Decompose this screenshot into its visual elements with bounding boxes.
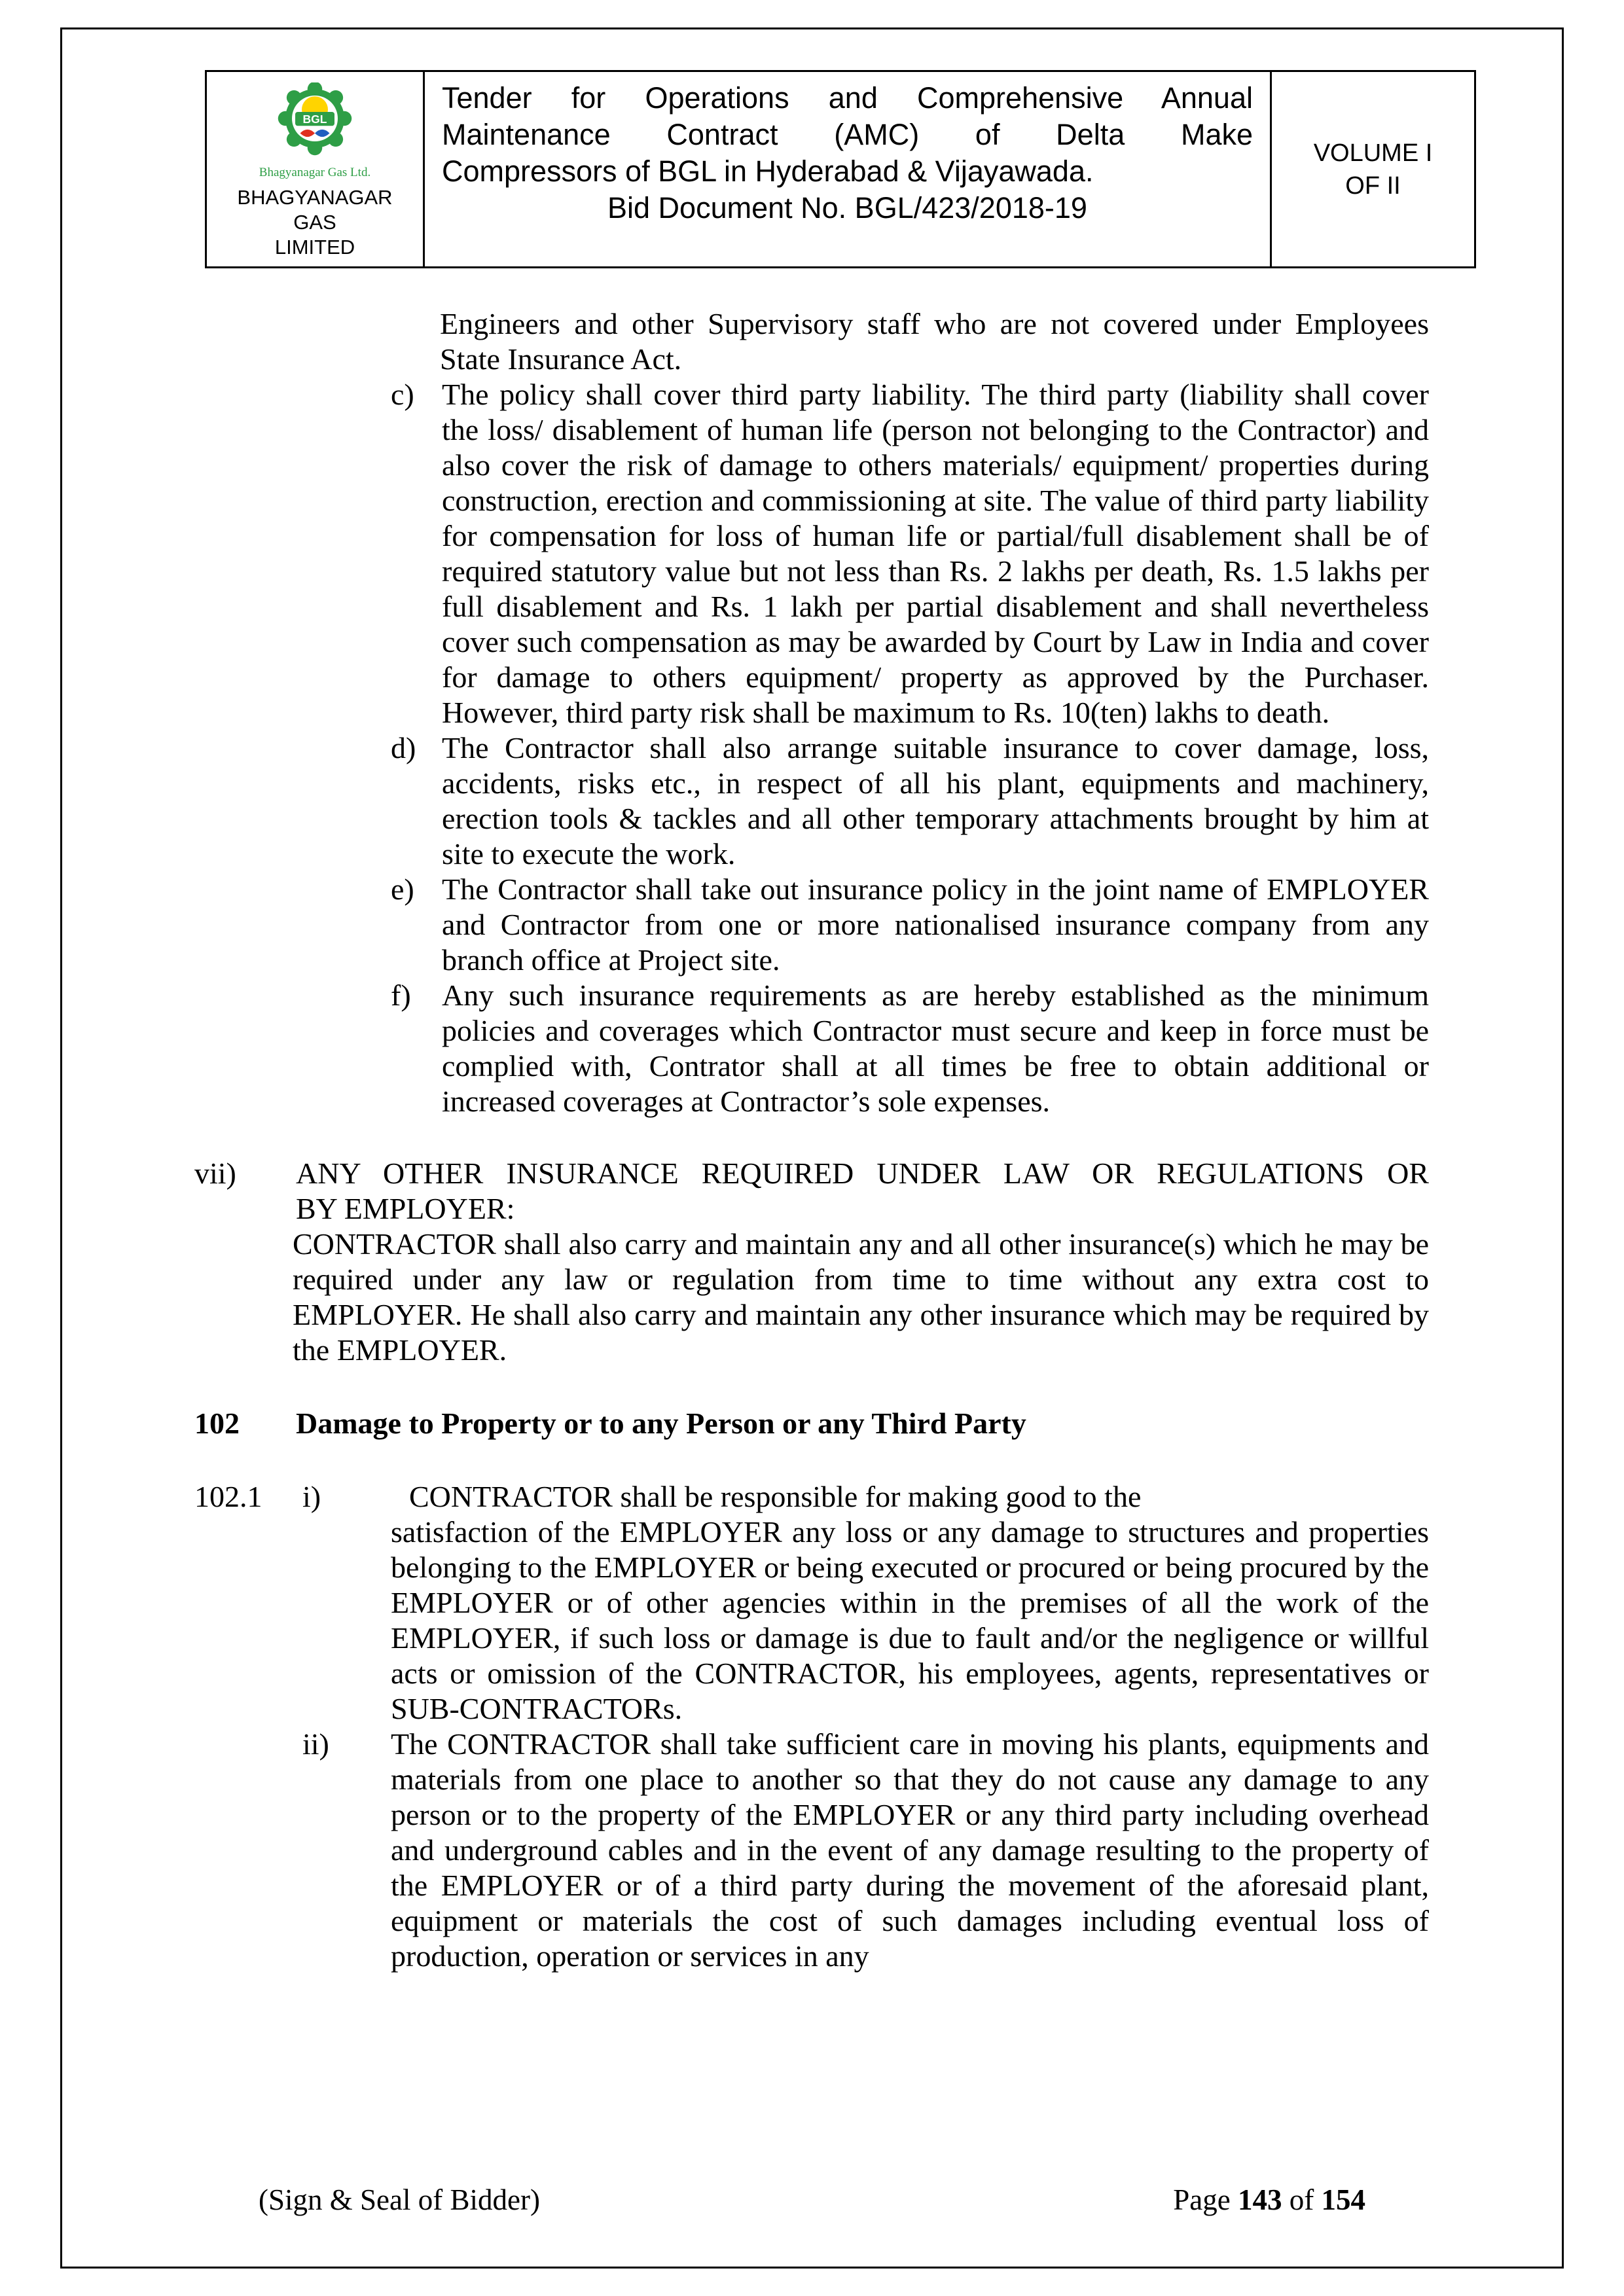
company-name-line2: LIMITED bbox=[274, 236, 355, 259]
item-text: The Contractor shall take out insurance policy in the joint name of EMPLOYER and Contractor from one or more nationalised insurance company from any branch office at Project site. bbox=[442, 872, 1429, 977]
section-vii bbox=[194, 1156, 1429, 1368]
list-item-f bbox=[391, 978, 1429, 1119]
clause-ii-label: ii) bbox=[302, 1727, 329, 1761]
footer-page-of: of bbox=[1282, 2183, 1322, 2216]
company-name bbox=[216, 185, 414, 260]
section-vii-label: vii) bbox=[194, 1157, 236, 1190]
company-logo-cell bbox=[207, 72, 423, 266]
svg-text:BGL: BGL bbox=[302, 112, 327, 126]
header-table bbox=[205, 70, 1476, 268]
footer-sign-seal: (Sign & Seal of Bidder) bbox=[259, 2183, 540, 2216]
list-item-c bbox=[391, 377, 1429, 730]
tender-title-line: Compressors of BGL in Hyderabad & Vijayawada. bbox=[442, 154, 1094, 188]
company-name-line1: BHAGYANAGAR GAS bbox=[237, 186, 393, 234]
tender-title-line: Tender for Operations and Comprehensive Annual bbox=[442, 81, 1253, 115]
document-body bbox=[62, 268, 1562, 1974]
volume-line1: VOLUME I bbox=[1313, 139, 1433, 167]
list-item-d bbox=[391, 730, 1429, 872]
bid-document-number: Bid Document No. BGL/423/2018-19 bbox=[607, 191, 1087, 224]
tender-title-cell bbox=[423, 72, 1270, 266]
clause-ii-text: The CONTRACTOR shall take sufficient care in moving his plants, equipments and materials from one place to another so that they do not cause any damage to any person or to the property of the EMPLOYER or any third party including overhead and underground cables and in the event of any damage resulting to the property of the EMPLOYER or of a third party during the movement of the aforesaid plant, equipment or materials the cost of such damages including eventual loss of production, operation or services in any bbox=[391, 1727, 1429, 1973]
page-border-frame bbox=[60, 27, 1564, 2269]
tender-title-line: Maintenance Contract (AMC) of Delta Make bbox=[442, 118, 1253, 151]
clause-i-row bbox=[194, 1479, 1429, 1727]
section-vii-body: CONTRACTOR shall also carry and maintain any and all other insurance(s) which he may be required under any law or regulation from time to time without any extra cost to EMPLOYER. He shall also carry and maintain any other insurance which may be required by the EMPLOYER. bbox=[293, 1227, 1429, 1367]
clause-102-1 bbox=[194, 1479, 1429, 1974]
page-footer bbox=[259, 2183, 1365, 2217]
clause-i-label: i) bbox=[302, 1480, 321, 1513]
item-label: c) bbox=[391, 378, 414, 411]
item-text: The Contractor shall also arrange suitable insurance to cover damage, loss, accidents, risks etc., in respect of all his plant, equipments and machinery, erection tools & tackles and all other temporary attachments brought by him at site to execute the work. bbox=[442, 731, 1429, 870]
footer-page-prefix: Page bbox=[1173, 2183, 1238, 2216]
clause-i-first-line: CONTRACTOR shall be responsible for making good to the bbox=[409, 1480, 1142, 1513]
clause-102-1-number: 102.1 bbox=[194, 1480, 262, 1513]
volume-line2: OF II bbox=[1345, 171, 1401, 200]
bgl-logo-icon bbox=[264, 82, 366, 161]
clause-i-text bbox=[391, 1479, 1429, 1727]
item-text: Any such insurance requirements as are hereby established as the minimum policies and coverages which Contractor must secure and keep in force must be complied with, Contrator shall at all times be free to obtain additional or increased coverages at Contractor’s sole expenses. bbox=[442, 978, 1429, 1118]
item-text: The policy shall cover third party liability. The third party (liability shall cover the loss/ disablement of human life (person not belonging to the Contractor) and also cover the risk of damage to others materials/ equipment/ properties during construction, erection and commissioning at site. The value of third party liability for compensation for loss of human life or partial/full disablement shall be of required statutory value but not less than Rs. 2 lakhs per death, Rs. 1.5 lakhs per full disablement and Rs. 1 lakh per partial disablement and shall nevertheless cover such compensation as may be awarded by Court by Law in India and cover for damage to others equipment/ property as approved by the Purchaser. However, third party risk shall be maximum to Rs. 10(ten) lakhs to death. bbox=[442, 378, 1429, 729]
footer-page-current: 143 bbox=[1238, 2183, 1282, 2216]
section-vii-heading-line2: BY EMPLOYER: bbox=[296, 1192, 515, 1225]
logo-caption: Bhagyanagar Gas Ltd. bbox=[259, 166, 371, 179]
section-102-number: 102 bbox=[194, 1407, 240, 1440]
continuation-paragraph: Engineers and other Supervisory staff who are not covered under Employees State Insurance Act. bbox=[440, 307, 1429, 376]
item-label: e) bbox=[391, 872, 414, 906]
clause-i-rest: satisfaction of the EMPLOYER any loss or any damage to structures and properties belonging to the EMPLOYER or being executed or procured or being procured by the EMPLOYER or of other agencies within in the premises of all the work of the EMPLOYER, if such loss or damage is due to fault and/or the negligence or willful acts or omission of the CONTRACTOR, his employees, agents, representatives or SUB-CONTRACTORs. bbox=[391, 1515, 1429, 1725]
volume-label bbox=[1270, 72, 1474, 266]
section-vii-heading bbox=[296, 1156, 1429, 1227]
item-label: d) bbox=[391, 731, 416, 764]
section-102-heading-row bbox=[194, 1406, 1429, 1441]
item-label: f) bbox=[391, 978, 411, 1012]
list-item-e bbox=[391, 872, 1429, 978]
section-102-heading: Damage to Property or to any Person or any Third Party bbox=[296, 1407, 1026, 1440]
footer-page-total: 154 bbox=[1321, 2183, 1365, 2216]
section-vii-heading-line1: ANY OTHER INSURANCE REQUIRED UNDER LAW OR REGULATIONS OR bbox=[296, 1157, 1429, 1190]
section-vii-heading-row bbox=[194, 1156, 1429, 1227]
clause-ii-row bbox=[302, 1727, 1429, 1974]
footer-page-number bbox=[1173, 2183, 1365, 2217]
